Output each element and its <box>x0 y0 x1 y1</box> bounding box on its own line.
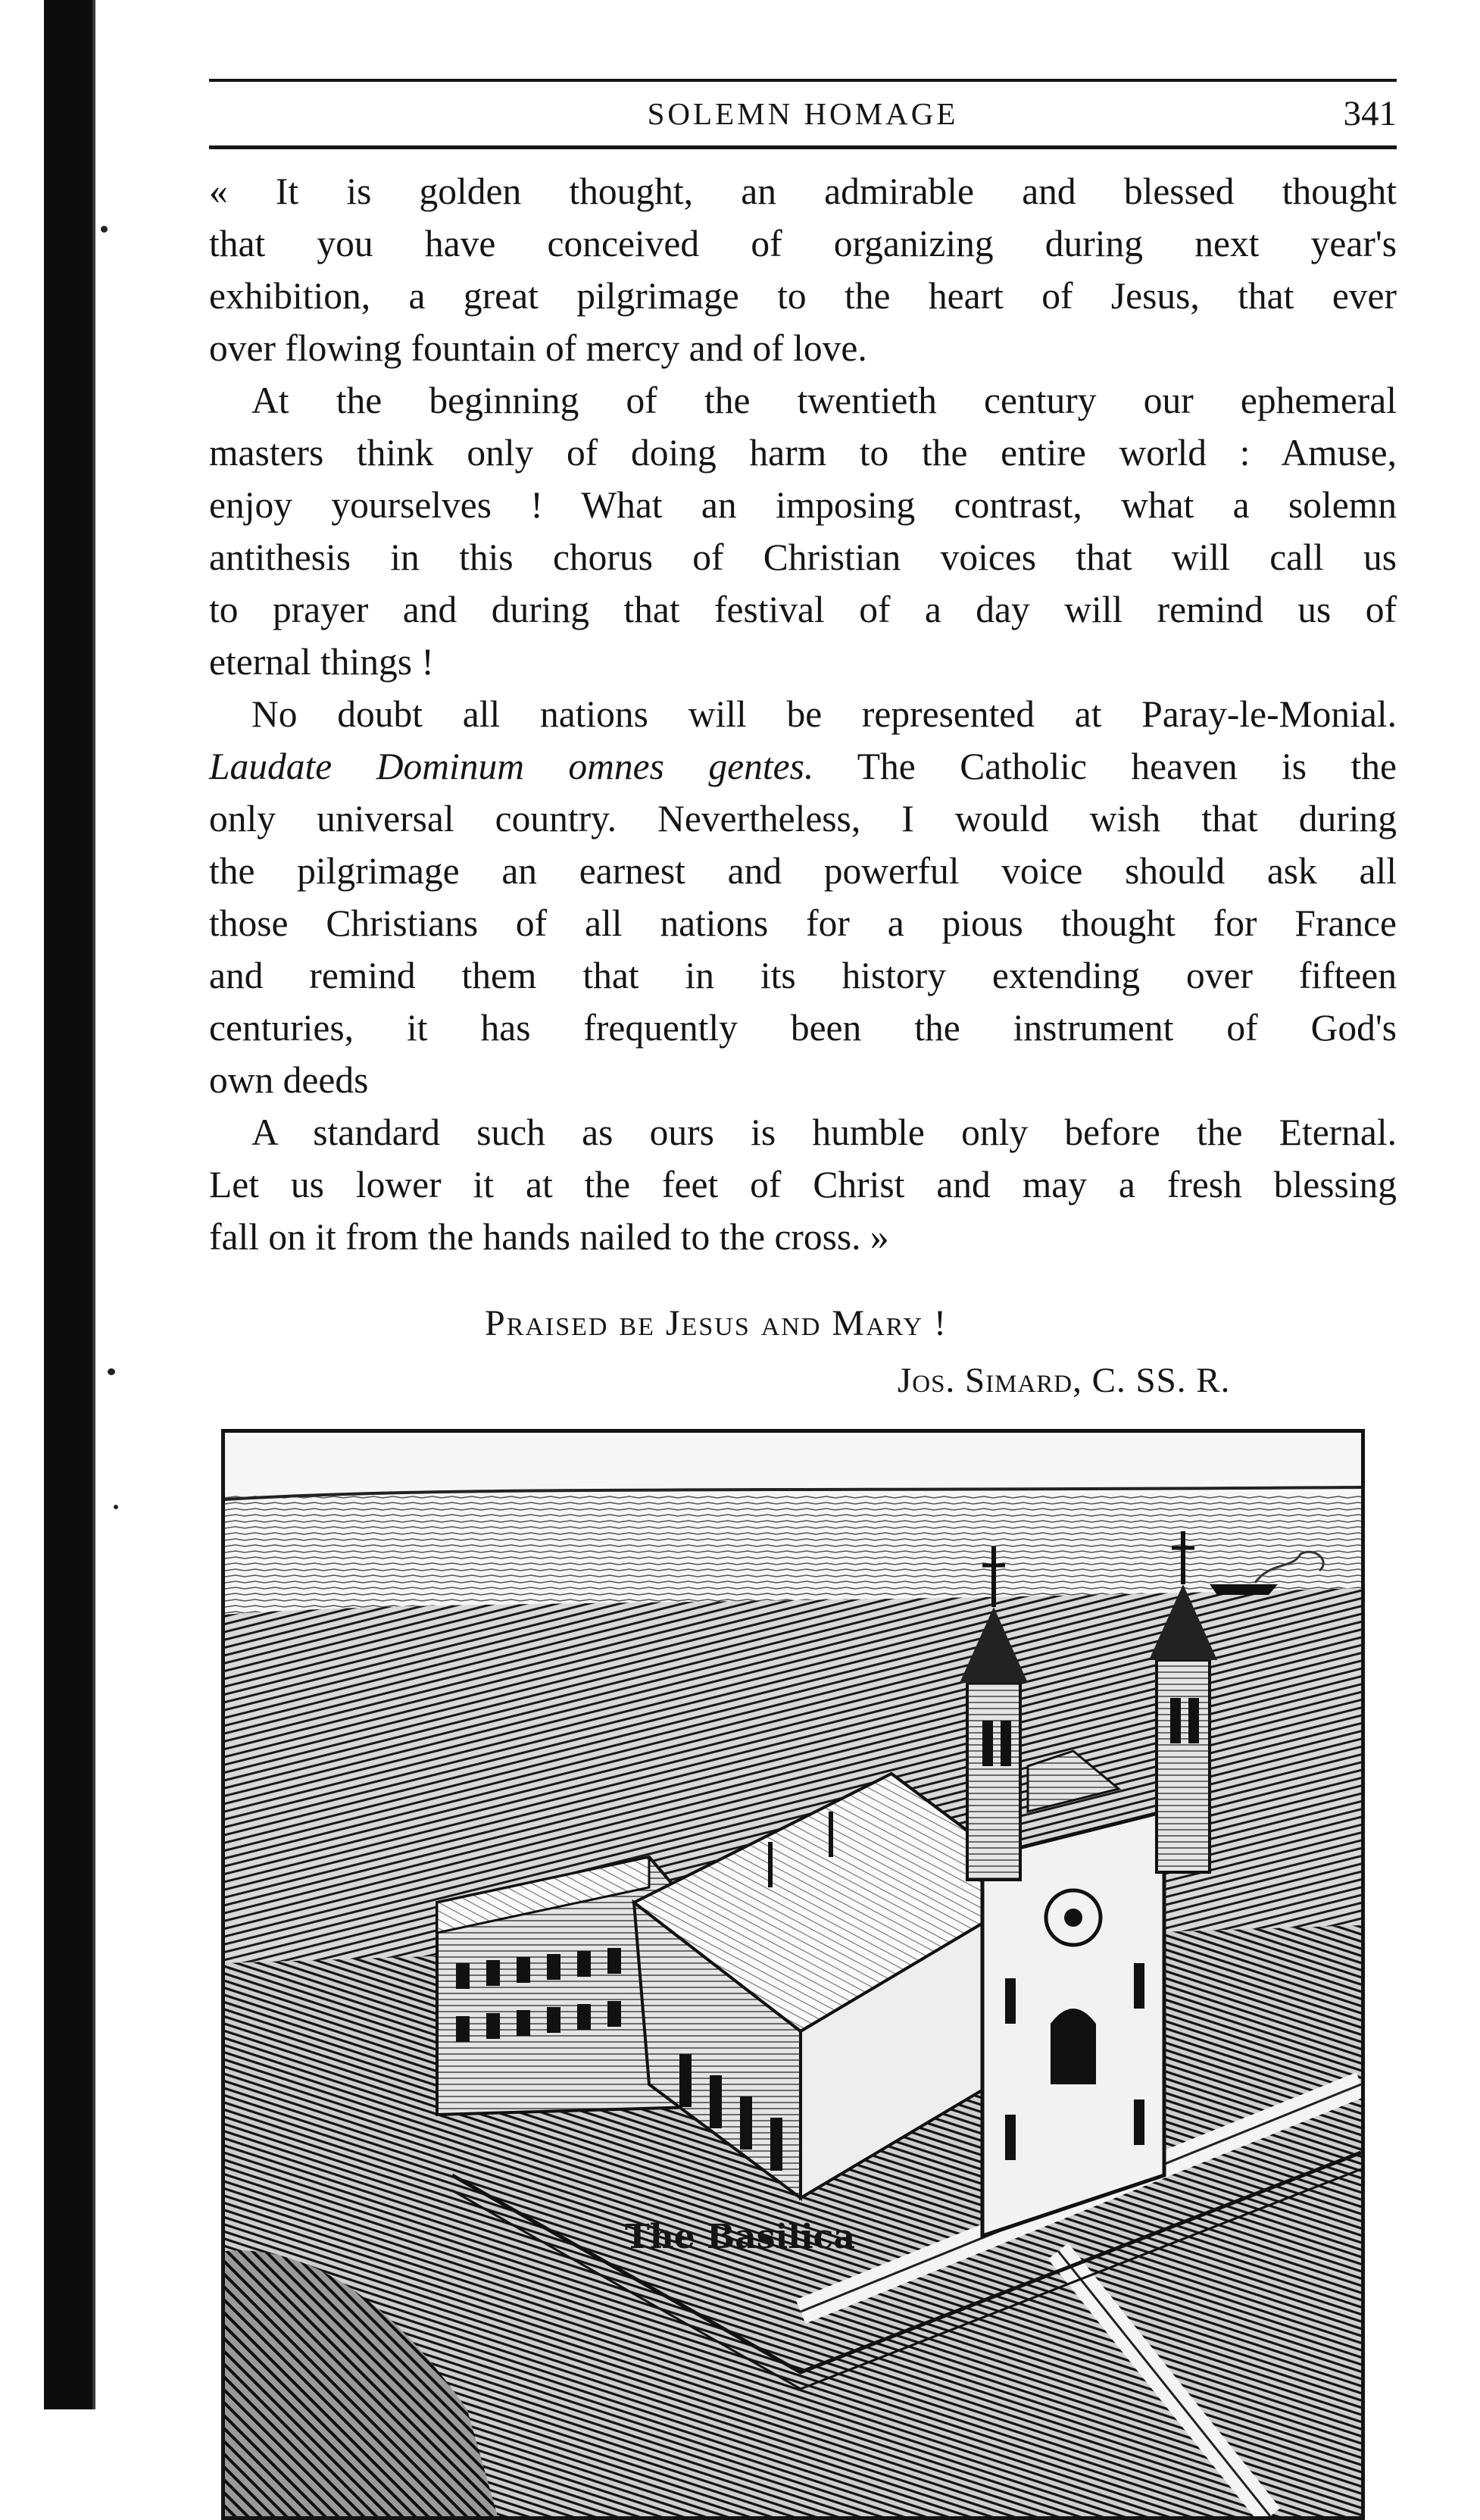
text-line-rest: The Catholic heaven is the <box>813 746 1397 787</box>
text-line: antithesis in this chorus of Christian voices that will call us <box>209 536 1397 578</box>
signature: Jos. Simard, C. SS. R. <box>898 1361 1231 1400</box>
text-line: fall on it from the hands nailed to the cross. » <box>209 1216 889 1258</box>
text-line: No doubt all nations will be represented at Paray-le-Monial. <box>251 693 1397 735</box>
salutation: Praised be Jesus and Mary ! <box>485 1303 948 1343</box>
text-line: those Christians of all nations for a pious thought for France <box>209 902 1397 944</box>
text-line: enjoy yourselves ! What an imposing contrast, what a solemn <box>209 484 1397 526</box>
header-rule-bottom <box>209 145 1397 149</box>
text-line: to prayer and during that festival of a day will remind us of <box>209 589 1397 630</box>
text-line: own deeds <box>209 1059 369 1101</box>
running-head <box>209 89 1397 138</box>
header-rule-top <box>209 79 1397 82</box>
figure-caption: The Basilica <box>625 2218 855 2256</box>
page-number: 341 <box>1343 94 1397 133</box>
text-line: over flowing fountain of mercy and of love. <box>209 327 867 369</box>
text-line: Let us lower it at the feet of Christ and may a fresh blessing <box>209 1164 1397 1205</box>
text-line: At the beginning of the twentieth century our ephemeral <box>251 380 1397 421</box>
basilica-illustration <box>225 1433 1361 2516</box>
basilica-engraving <box>221 1429 1365 2520</box>
text-line: exhibition, a great pilgrimage to the heart of Jesus, that ever <box>209 275 1397 317</box>
book-binding-edge <box>44 0 95 2409</box>
text-line: A standard such as ours is humble only before the Eternal. <box>251 1111 1397 1153</box>
running-title: SOLEMN HOMAGE <box>647 96 959 131</box>
scan-speck <box>101 226 108 233</box>
text-line: the pilgrimage an earnest and powerful voice should ask all <box>209 850 1397 892</box>
text-line: that you have conceived of organizing during next year's <box>209 223 1397 264</box>
text-line: « It is golden thought, an admirable and blessed thought <box>209 170 1397 212</box>
text-line: only universal country. Nevertheless, I would wish that during <box>209 798 1397 839</box>
text-line: centuries, it has frequently been the instrument of God's <box>209 1007 1397 1049</box>
text-line: eternal things ! <box>209 641 434 683</box>
text-line: and remind them that in its history extending over fifteen <box>209 955 1397 996</box>
text-line <box>209 740 1397 793</box>
letter-body <box>209 165 1397 1263</box>
scan-speck <box>114 1505 118 1509</box>
latin-quotation: Laudate Dominum omnes gentes. <box>209 746 814 787</box>
text-line: masters think only of doing harm to the entire world : Amuse, <box>209 432 1397 474</box>
scan-speck <box>108 1368 115 1375</box>
